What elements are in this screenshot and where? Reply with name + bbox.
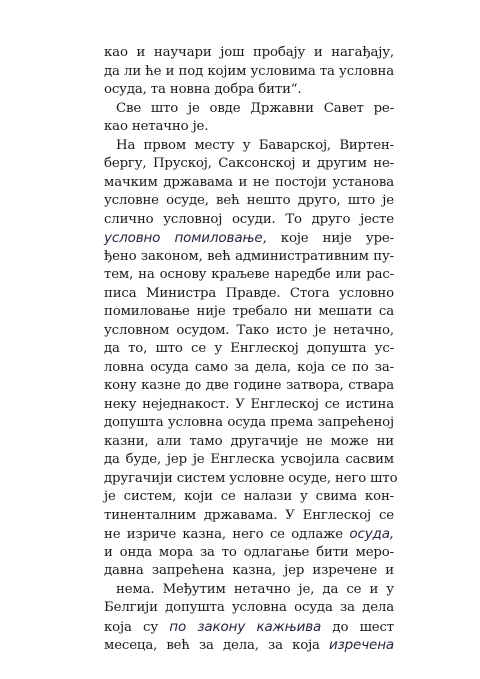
text-line bbox=[104, 63, 394, 82]
printed-text: која су bbox=[104, 619, 170, 635]
text-line bbox=[104, 451, 394, 470]
text-line bbox=[104, 599, 394, 618]
text-line bbox=[104, 100, 394, 119]
handwritten-annotation: изречена bbox=[328, 637, 394, 653]
printed-text: ђено законом, већ административним пу- bbox=[104, 248, 394, 264]
text-line bbox=[104, 266, 394, 285]
printed-text: нема. Међутим нетачно је, да се и у bbox=[116, 581, 394, 597]
text-line bbox=[104, 340, 394, 359]
text-line bbox=[104, 229, 394, 248]
printed-text: писа Министра Правде. Стога условно bbox=[104, 285, 394, 301]
text-line bbox=[104, 118, 394, 137]
text-line bbox=[104, 192, 394, 211]
text-line bbox=[104, 44, 394, 63]
printed-text: до шест bbox=[321, 619, 395, 635]
printed-text: да буде, јер је Енглеска усвојила сасвим bbox=[104, 452, 394, 467]
printed-text: мачким државама и не постоји установа bbox=[104, 174, 394, 190]
handwritten-annotation: по закону кажњива bbox=[169, 618, 322, 635]
text-line bbox=[104, 562, 394, 581]
text-line bbox=[104, 618, 394, 637]
printed-text: кону казне до две године затвора, ствара bbox=[104, 378, 394, 393]
printed-text: условне осуде, већ нешто друго, што је bbox=[104, 193, 394, 208]
printed-text: условном осудом. Тако исто је нетачно, bbox=[104, 322, 394, 338]
printed-text: слично условној осуди. То друго јесте bbox=[104, 211, 394, 227]
text-line bbox=[104, 81, 394, 100]
printed-text: допушта условна осуда према запрећеној bbox=[104, 415, 394, 430]
body-text bbox=[104, 44, 398, 655]
text-line bbox=[104, 470, 398, 489]
text-line bbox=[104, 174, 394, 193]
printed-text: другачији систем условне осуде, него што bbox=[104, 470, 398, 486]
printed-text: тем, на основу краљеве наредбе или рас- bbox=[104, 267, 394, 282]
printed-text: , које није уре- bbox=[262, 231, 394, 246]
text-line bbox=[104, 359, 394, 378]
printed-text: Белгији допушта условна осуда за дела bbox=[104, 600, 394, 615]
text-line bbox=[104, 433, 394, 452]
printed-text: као нетачно је. bbox=[104, 119, 209, 134]
text-line bbox=[104, 396, 394, 415]
text-line bbox=[104, 377, 394, 396]
text-line bbox=[104, 285, 394, 304]
printed-text: неку неједнакост. У Енглеској се истина bbox=[104, 396, 394, 412]
printed-text: помиловање није требало ни мешати са bbox=[104, 304, 394, 319]
text-line bbox=[104, 488, 394, 507]
printed-text: ловна осуда само за дела, која се по за- bbox=[104, 359, 394, 375]
text-line bbox=[104, 544, 394, 563]
printed-text: да ли ће и под којим условима та условна bbox=[104, 63, 394, 79]
printed-text: месеца, већ за дела, за која bbox=[104, 638, 329, 653]
handwritten-annotation: осуда, bbox=[349, 526, 394, 542]
printed-text: осуда, та новна добра бити“. bbox=[104, 82, 302, 97]
text-line bbox=[104, 525, 394, 544]
text-line bbox=[104, 322, 394, 341]
text-line bbox=[104, 137, 394, 156]
printed-text: да то, што се у Енглеској допушта ус- bbox=[104, 341, 394, 356]
text-line bbox=[104, 248, 394, 267]
printed-text: давна запрећена казна, јер изречене и bbox=[104, 563, 394, 578]
printed-text: На првом месту у Баварској, Виртен- bbox=[116, 137, 394, 153]
text-line bbox=[104, 636, 394, 655]
text-line bbox=[104, 507, 394, 526]
handwritten-annotation: условно помиловање bbox=[104, 230, 263, 246]
printed-text: тиненталним државама. У Енглеској се bbox=[104, 507, 394, 523]
printed-text: бергу, Пруској, Саксонској и другим не- bbox=[104, 156, 394, 171]
text-line bbox=[104, 414, 394, 433]
printed-text: је систем, који се налази у свима кон- bbox=[104, 489, 394, 504]
text-line bbox=[104, 303, 394, 322]
text-line bbox=[104, 581, 394, 600]
text-line bbox=[104, 155, 394, 174]
printed-text: и онда мора за то одлагање бити меро- bbox=[104, 544, 394, 560]
printed-text: као и научари још пробају и нагађају, bbox=[104, 45, 394, 60]
printed-text: не изриче казна, него се одлаже bbox=[104, 527, 350, 542]
text-line bbox=[104, 211, 394, 230]
printed-text: казни, али тамо другачије не може ни bbox=[104, 433, 394, 449]
printed-text: Све што је овде Државни Савет ре- bbox=[116, 100, 394, 116]
